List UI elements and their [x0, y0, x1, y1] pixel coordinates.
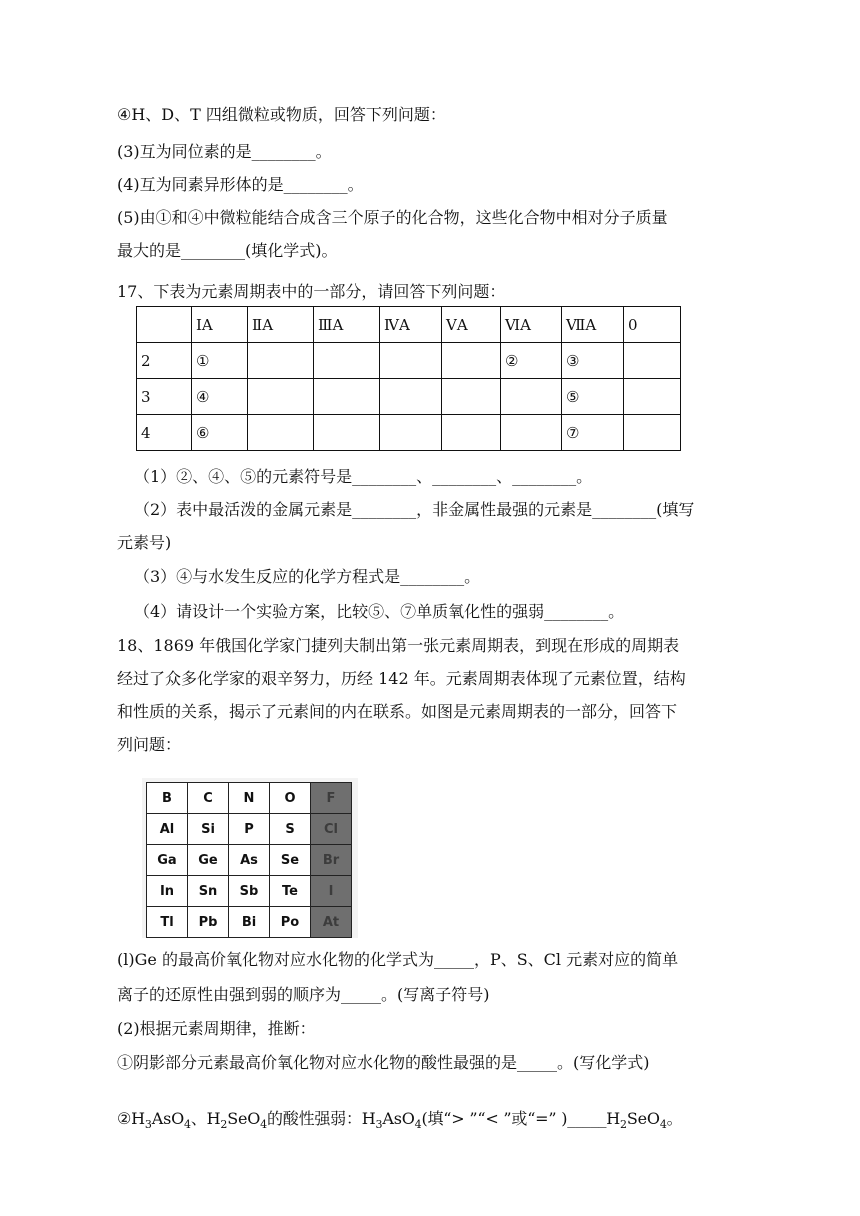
text-line: 离子的还原性由强到弱的顺序为_____。(写离子符号) — [117, 985, 490, 1004]
periodic-table-figure — [142, 778, 358, 938]
subscript: 4 — [414, 1118, 422, 1132]
table-cell: 3 — [137, 379, 192, 415]
subscript: 4 — [659, 1118, 667, 1132]
table-cell — [248, 379, 314, 415]
subscript: 4 — [260, 1118, 267, 1132]
text-line: (l)Ge 的最高价氧化物对应水化物的化学式为_____，P、S、Cl 元素对应的简单 — [117, 950, 679, 969]
grid-row — [147, 783, 352, 814]
element-cell: Te — [270, 876, 311, 907]
table-row — [137, 415, 681, 451]
subscript: 3 — [144, 1118, 152, 1132]
text-fragment: SeO — [626, 1109, 660, 1128]
table-cell: ⅥA — [501, 307, 562, 343]
table-cell — [442, 343, 501, 379]
text-line: 元素号) — [117, 533, 172, 552]
text-line: 列问题： — [117, 735, 182, 754]
table-cell: 2 — [137, 343, 192, 379]
text-line: 经过了众多化学家的艰辛努力，历经 142 年。元素周期表体现了元素位置，结构 — [117, 669, 686, 688]
table-cell: 0 — [624, 307, 681, 343]
text-line: (5)由①和④中微粒能结合成含三个原子的化合物，这些化合物中相对分子质量 — [117, 208, 668, 227]
element-cell: Se — [270, 845, 311, 876]
table-cell — [380, 415, 442, 451]
table-cell — [137, 307, 192, 343]
element-cell: Ge — [188, 845, 229, 876]
table-cell — [314, 379, 380, 415]
table-cell: ① — [192, 343, 248, 379]
text-fragment: 的酸性强弱：H — [266, 1109, 376, 1128]
text-line: （2）表中最活泼的金属元素是________，非金属性最强的元素是________(填写 — [134, 500, 695, 519]
shaded-element-cell: I — [311, 876, 352, 907]
table-cell — [248, 343, 314, 379]
table-cell: ⑤ — [562, 379, 624, 415]
element-cell: C — [188, 783, 229, 814]
table-cell: ⅣA — [380, 307, 442, 343]
text-line: ④H、D、T 四组微粒或物质，回答下列问题： — [117, 105, 446, 124]
text-fragment: AsO — [151, 1109, 185, 1128]
table-cell — [380, 343, 442, 379]
periodic-table-17 — [136, 306, 681, 451]
element-cell: S — [270, 814, 311, 845]
element-cell: B — [147, 783, 188, 814]
element-cell: Sn — [188, 876, 229, 907]
text-line: （1）②、④、⑤的元素符号是________、________、________。 — [134, 467, 593, 486]
element-cell: O — [270, 783, 311, 814]
table-row — [137, 379, 681, 415]
subscript: 2 — [220, 1118, 228, 1132]
text-fragment: ②H — [117, 1109, 145, 1128]
element-cell: Sb — [229, 876, 270, 907]
shaded-element-cell: Cl — [311, 814, 352, 845]
text-line: （4）请设计一个实验方案，比较⑤、⑦单质氧化性的强弱________。 — [134, 602, 625, 621]
text-line: ①阴影部分元素最高价氧化物对应水化物的酸性最强的是_____。(写化学式) — [117, 1053, 650, 1072]
subscript: 2 — [620, 1118, 627, 1132]
element-cell: P — [229, 814, 270, 845]
table-cell — [314, 343, 380, 379]
table-cell — [248, 415, 314, 451]
table-cell — [624, 415, 681, 451]
element-grid — [146, 782, 352, 938]
element-cell: Pb — [188, 907, 229, 938]
text-line: (4)互为同素异形体的是________。 — [117, 175, 364, 194]
text-line: 和性质的关系，揭示了元素间的内在联系。如图是元素周期表的一部分，回答下 — [117, 702, 678, 721]
element-cell: As — [229, 845, 270, 876]
element-cell: Al — [147, 814, 188, 845]
element-cell: N — [229, 783, 270, 814]
table-cell — [624, 343, 681, 379]
table-cell — [442, 415, 501, 451]
table-cell: ⅤA — [442, 307, 501, 343]
table-cell — [501, 379, 562, 415]
text-line-formulas — [117, 1086, 682, 1136]
table-cell: ⅡA — [248, 307, 314, 343]
element-cell: Bi — [229, 907, 270, 938]
subscript: 3 — [375, 1118, 383, 1132]
shaded-element-cell: Br — [311, 845, 352, 876]
grid-row — [147, 907, 352, 938]
subscript: 4 — [184, 1118, 191, 1132]
grid-row — [147, 876, 352, 907]
text-fragment: 、H — [190, 1109, 221, 1128]
grid-row — [147, 845, 352, 876]
table-cell: ⅠA — [192, 307, 248, 343]
text-line: 最大的是________(填化学式)。 — [117, 241, 338, 260]
table-header-row — [137, 307, 681, 343]
table-cell: ⅢA — [314, 307, 380, 343]
text-fragment: 。 — [666, 1109, 683, 1128]
question-18-heading: 18、1869 年俄国化学家门捷列夫制出第一张元素周期表，到现在形成的周期表 — [117, 636, 680, 655]
text-fragment: AsO — [382, 1109, 415, 1128]
table-cell: 4 — [137, 415, 192, 451]
text-line: （3）④与水发生反应的化学方程式是________。 — [134, 567, 481, 586]
question-17-heading: 17、下表为元素周期表中的一部分，请回答下列问题： — [117, 282, 506, 301]
table-row — [137, 343, 681, 379]
table-cell: ③ — [562, 343, 624, 379]
table-cell: ⑥ — [192, 415, 248, 451]
table-cell: ④ — [192, 379, 248, 415]
table-cell: ⑦ — [562, 415, 624, 451]
text-fragment: SeO — [227, 1109, 261, 1128]
table-cell: ② — [501, 343, 562, 379]
element-cell: Si — [188, 814, 229, 845]
table-cell: ⅦA — [562, 307, 624, 343]
table-cell — [501, 415, 562, 451]
table-cell — [442, 379, 501, 415]
element-cell: Tl — [147, 907, 188, 938]
shaded-element-cell: F — [311, 783, 352, 814]
table-cell — [624, 379, 681, 415]
table-cell — [380, 379, 442, 415]
table-cell — [314, 415, 380, 451]
text-line: (3)互为同位素的是________。 — [117, 142, 332, 161]
text-line: (2)根据元素周期律，推断： — [117, 1019, 316, 1038]
text-fragment: (填“> ”“< ”或“=” )_____H — [421, 1109, 621, 1128]
element-cell: Po — [270, 907, 311, 938]
grid-row — [147, 814, 352, 845]
shaded-element-cell: At — [311, 907, 352, 938]
element-cell: In — [147, 876, 188, 907]
element-cell: Ga — [147, 845, 188, 876]
